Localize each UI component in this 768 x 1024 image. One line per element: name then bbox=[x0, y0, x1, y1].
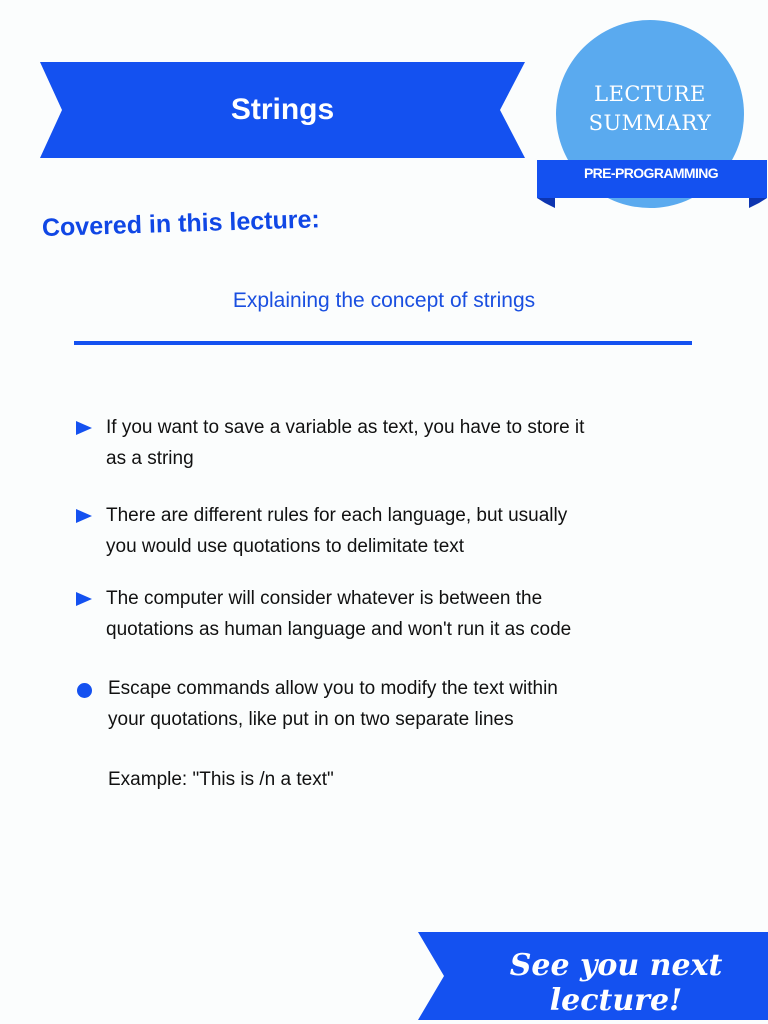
list-item-text bbox=[106, 500, 706, 562]
badge-line-1: LECTURE bbox=[594, 82, 706, 106]
list-item-text bbox=[106, 412, 706, 474]
list-item-text bbox=[108, 673, 708, 735]
badge-ribbon-label: PRE-PROGRAMMING bbox=[583, 165, 719, 181]
triangle-bullet-icon bbox=[76, 509, 92, 523]
list-item-line: Escape commands allow you to modify the text within bbox=[108, 678, 558, 699]
list-item-line: The computer will consider whatever is between the bbox=[106, 588, 543, 609]
section-heading: Covered in this lecture: bbox=[41, 205, 321, 242]
badge-line-2: SUMMARY bbox=[588, 111, 712, 135]
list-item-line: There are different rules for each language, but usually bbox=[106, 505, 568, 526]
list-item-line: If you want to save a variable as text, you have to store it bbox=[106, 417, 585, 438]
list-item-line: quotations as human language and won't run it as code bbox=[106, 619, 572, 640]
page-title: Strings bbox=[230, 93, 335, 126]
list-item-text bbox=[106, 583, 706, 645]
list-item-line: your quotations, like put in on two separate lines bbox=[108, 709, 514, 730]
triangle-bullet-icon bbox=[76, 592, 92, 606]
title-banner bbox=[40, 62, 525, 158]
footer-banner bbox=[418, 932, 768, 1020]
triangle-bullet-icon bbox=[76, 421, 92, 435]
section-subtitle: Explaining the concept of strings bbox=[232, 289, 536, 312]
footer-message: See you next lecture! bbox=[509, 948, 723, 1018]
lecture-summary-badge bbox=[537, 20, 767, 210]
divider bbox=[74, 341, 692, 345]
list-item-line: you would use quotations to delimitate text bbox=[106, 536, 465, 557]
list-item-line: as a string bbox=[106, 448, 194, 469]
example-text: Example: "This is /n a text" bbox=[108, 769, 334, 790]
dot-bullet-icon bbox=[77, 683, 92, 698]
